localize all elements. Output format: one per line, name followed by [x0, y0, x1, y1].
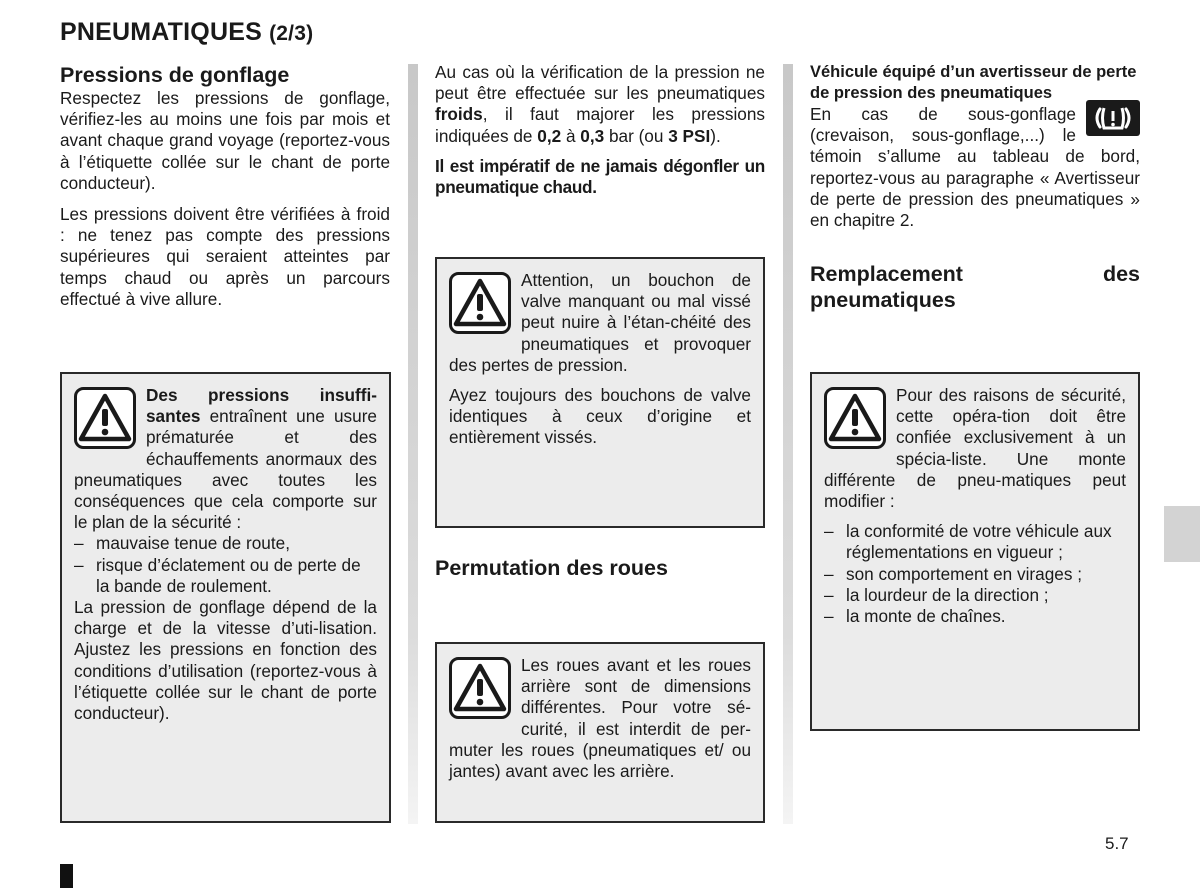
warning-bold-text: Des pressions insuffi-santes — [146, 385, 377, 427]
bold-note: Il est impératif de ne jamais dégonfler un pneumatique chaud. — [435, 155, 765, 198]
warning-triangle-icon — [824, 387, 886, 449]
column-2 — [435, 62, 765, 198]
warning-list — [824, 521, 1126, 627]
section-heading-pressions: Pressions de gonflage — [60, 63, 290, 87]
list-item: – mauvaise tenue de route, — [74, 533, 377, 554]
tire-pressure-warning-icon — [1086, 100, 1140, 136]
warning-box-valve-caps — [435, 257, 765, 528]
tpms-heading: Véhicule équipé d’un avertisseur de perte de pression des pneumatiques — [810, 63, 1137, 102]
warning-text: Les roues avant et les roues arrière sont de dimensions différentes. Pour votre sé-curité, il est interdit de per-muter les roues (pneumatiques et/ ou jantes) avant avec les arrière. — [449, 655, 751, 782]
section-heading-remplacement: Remplacement des pneumatiques — [810, 262, 1140, 313]
section-heading-permutation: Permutation des roues — [435, 556, 668, 580]
page-title-main: PNEUMATIQUES — [60, 18, 262, 46]
column-separator — [408, 64, 418, 824]
list-item: – la monte de chaînes. — [824, 606, 1126, 627]
chapter-thumb-tab — [1164, 506, 1200, 562]
paragraph-pressions-2: Les pressions doivent être vérifiées à froid : ne tenez pas compte des pressions supérieures qui seraient atteintes par temps chaud ou après un parcours effectué à vive allure. — [60, 204, 390, 309]
list-item: – la lourdeur de la direction ; — [824, 585, 1126, 606]
list-item: – la conformité de votre véhicule aux réglementations en vigueur ; — [824, 521, 1126, 563]
warning-text: Attention, un bouchon de valve manquant ou mal vissé peut nuire à l’étan-chéité des pneumatiques et provoquer des pertes de pression. — [449, 270, 751, 375]
paragraph-verification: Au cas où la vérification de la pression ne peut être effectuée sur les pneumatiques froids, il faut majorer les pressions indiquées de 0,2 à 0,3 bar (ou 3 PSI). — [435, 62, 765, 146]
warning-triangle-icon — [449, 657, 511, 719]
column-3 — [810, 62, 1140, 313]
page-title-part: (2/3) — [269, 22, 314, 45]
column-separator — [783, 64, 793, 824]
crop-mark — [60, 864, 73, 888]
paragraph-tpms: En cas de sous-gonflage (crevaison, sous-gonflage,...) le témoin s’allume au tableau de bord, reportez-vous au paragraphe « Avertisseur de perte de pression des pneumatiques » en chapitre 2. — [810, 104, 1140, 231]
warning-box-permutation — [435, 642, 765, 823]
list-item: – risque d’éclatement ou de perte de la bande de roulement. — [74, 555, 377, 597]
warning-after-text: La pression de gonflage dépend de la charge et de la vitesse d’uti-lisation. Ajustez les pressions en fonction des conditions d’utilisation (reportez-vous à l’étiquette collée sur le chant de porte conducteur). — [74, 597, 377, 724]
warning-text: entraînent une usure prématurée et des échauffements anormaux des pneumatiques avec toutes les conséquences que cela comporte sur le plan de la sécurité : — [74, 406, 377, 533]
warning-triangle-icon — [449, 272, 511, 334]
page-title — [60, 18, 313, 47]
warning-list — [74, 533, 377, 597]
warning-text: Ayez toujours des bouchons de valve identiques à ceux d’origine et entièrement vissés. — [449, 385, 751, 448]
paragraph-pressions-1: Respectez les pressions de gonflage, vérifiez-les au moins une fois par mois et avant chaque grand voyage (reportez-vous à l’étiquette collée sur le chant de porte conducteur). — [60, 88, 390, 193]
column-1 — [60, 62, 390, 310]
warning-text: Pour des raisons de sécurité, cette opéra-tion doit être confiée exclusivement à un spécia-liste. Une monte différente de pneu-matiques peut modifier : — [824, 385, 1126, 512]
page-number: 5.7 — [1105, 834, 1129, 853]
list-item: – son comportement en virages ; — [824, 564, 1126, 585]
warning-box-underinflation — [60, 372, 391, 823]
warning-triangle-icon — [74, 387, 136, 449]
column-2-heading — [435, 555, 765, 581]
warning-box-replacement — [810, 372, 1140, 731]
